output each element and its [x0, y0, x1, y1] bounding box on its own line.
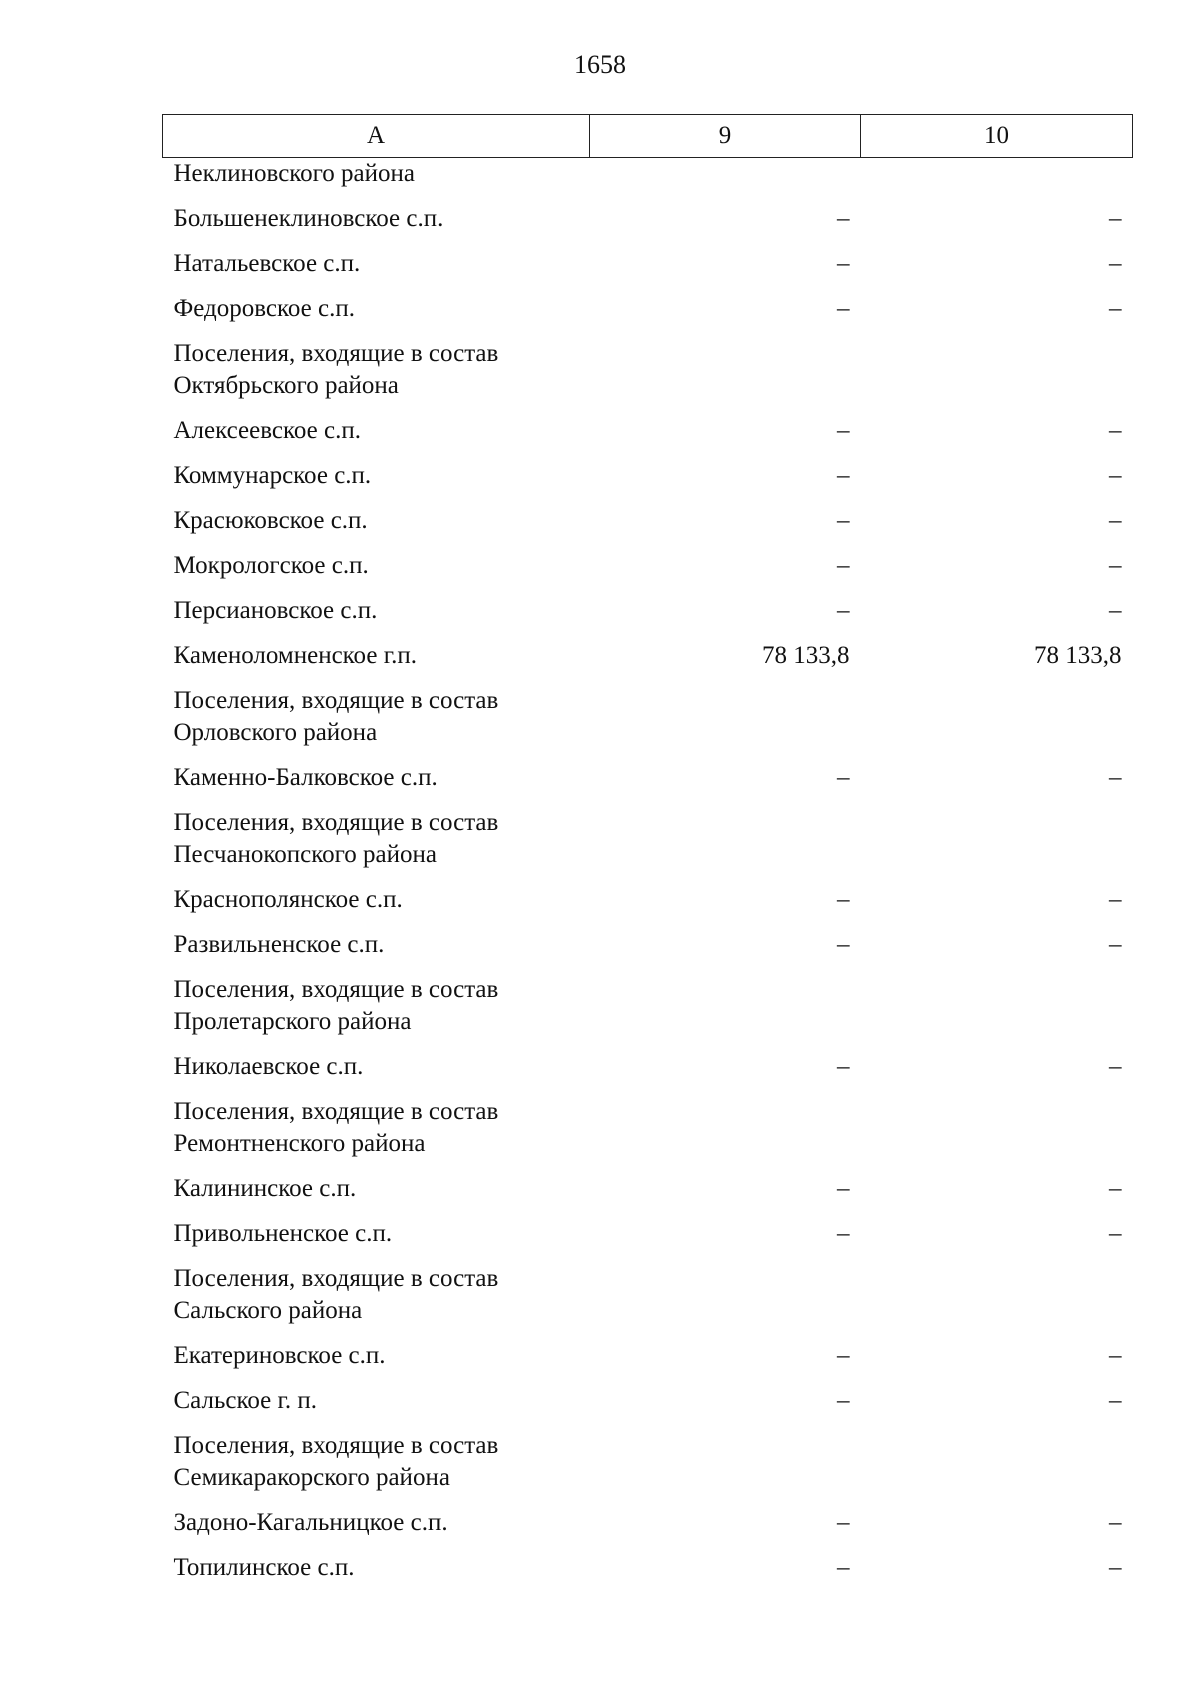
settlement-name-cell: Поселения, входящие в состав Пролетарского района [173, 976, 499, 1035]
value-col-10-cell: – [1109, 417, 1122, 444]
value-col-9-cell: – [837, 462, 850, 489]
column-header-9: 9 [590, 115, 861, 158]
table-row [163, 871, 1133, 916]
table-row [163, 1205, 1133, 1250]
value-col-10-cell [861, 794, 1133, 871]
value-col-9-cell [590, 158, 861, 191]
header-row [163, 115, 1133, 158]
value-col-10-cell [861, 158, 1133, 191]
settlement-name-cell: Федоровское с.п. [173, 295, 355, 322]
value-col-10-cell [861, 961, 1133, 1038]
value-col-9-cell [590, 325, 861, 402]
table-body [163, 158, 1133, 1585]
table-row [163, 794, 1133, 871]
value-col-10-cell [861, 325, 1133, 402]
table-row [163, 1083, 1133, 1160]
value-col-10-cell: – [1109, 1175, 1122, 1202]
value-col-9-cell: – [837, 886, 850, 913]
table-header [163, 115, 1133, 158]
settlement-name-cell: Калининское с.п. [173, 1175, 357, 1202]
table-row [163, 158, 1133, 191]
settlement-name-cell: Николаевское с.п. [173, 1053, 364, 1080]
value-col-10-cell: – [1109, 597, 1122, 624]
settlement-name-cell: Мокрологское с.п. [173, 552, 369, 579]
settlement-name-cell: Поселения, входящие в состав Орловского района [173, 687, 499, 746]
value-col-10-cell: 78 133,8 [1034, 642, 1122, 669]
settlement-name-cell: Поселения, входящие в состав Октябрьского района [173, 340, 499, 399]
value-col-10-cell: – [1109, 507, 1122, 534]
table-row [163, 190, 1133, 235]
value-col-9-cell: – [837, 597, 850, 624]
settlement-name-cell: Екатериновское с.п. [173, 1342, 386, 1369]
table-row [163, 1250, 1133, 1327]
value-col-10-cell: – [1109, 1554, 1122, 1581]
value-col-9-cell: – [837, 1053, 850, 1080]
value-col-9-cell: – [837, 205, 850, 232]
value-col-10-cell: – [1109, 931, 1122, 958]
value-col-9-cell [590, 1083, 861, 1160]
value-col-10-cell [861, 672, 1133, 749]
settlement-name-cell: Неклиновского района [173, 160, 415, 187]
value-col-9-cell: – [837, 1175, 850, 1202]
settlement-name-cell: Поселения, входящие в состав Ремонтненского района [173, 1098, 499, 1157]
value-col-9-cell [590, 672, 861, 749]
settlement-name-cell: Коммунарское с.п. [173, 462, 372, 489]
table-row [163, 280, 1133, 325]
settlement-name-cell: Поселения, входящие в состав Песчанокопского района [173, 809, 499, 868]
settlement-name-cell: Развильненское с.п. [173, 931, 385, 958]
value-col-9-cell: – [837, 417, 850, 444]
value-col-10-cell: – [1109, 205, 1122, 232]
table-row [163, 1539, 1133, 1584]
value-col-10-cell [861, 1083, 1133, 1160]
settlement-name-cell: Большенеклиновское с.п. [173, 205, 444, 232]
table-row [163, 1494, 1133, 1539]
value-col-9-cell: – [837, 250, 850, 277]
value-col-10-cell: – [1109, 552, 1122, 579]
value-col-10-cell: – [1109, 462, 1122, 489]
settlement-name-cell: Задоно-Кагальницкое с.п. [173, 1509, 448, 1536]
value-col-10-cell: – [1109, 1053, 1122, 1080]
value-col-9-cell: – [837, 507, 850, 534]
table-row [163, 1038, 1133, 1083]
settlement-name-cell: Каменно-Балковское с.п. [173, 764, 438, 791]
table-row [163, 1160, 1133, 1205]
table-row [163, 492, 1133, 537]
value-col-9-cell: – [837, 931, 850, 958]
table-row [163, 1372, 1133, 1417]
table-row [163, 627, 1133, 672]
table-row [163, 1417, 1133, 1494]
value-col-9-cell [590, 961, 861, 1038]
table-row [163, 582, 1133, 627]
value-col-9-cell: 78 133,8 [762, 642, 850, 669]
table-row [163, 447, 1133, 492]
value-col-9-cell [590, 794, 861, 871]
value-col-9-cell: – [837, 1509, 850, 1536]
settlement-name-cell: Красюковское с.п. [173, 507, 368, 534]
value-col-10-cell: – [1109, 764, 1122, 791]
value-col-9-cell: – [837, 1554, 850, 1581]
value-col-10-cell: – [1109, 1342, 1122, 1369]
settlement-name-cell: Краснополянское с.п. [173, 886, 403, 913]
settlement-name-cell: Топилинское с.п. [173, 1554, 355, 1581]
column-header-10: 10 [861, 115, 1133, 158]
value-col-10-cell: – [1109, 295, 1122, 322]
value-col-9-cell: – [837, 552, 850, 579]
value-col-10-cell: – [1109, 886, 1122, 913]
settlement-name-cell: Алексеевское с.п. [173, 417, 361, 444]
table-row [163, 916, 1133, 961]
value-col-10-cell: – [1109, 1509, 1122, 1536]
settlement-name-cell: Каменоломненское г.п. [173, 642, 418, 669]
settlement-name-cell: Персиановское с.п. [173, 597, 378, 624]
table-row [163, 1327, 1133, 1372]
settlement-name-cell: Сальское г. п. [173, 1387, 318, 1414]
value-col-9-cell: – [837, 1342, 850, 1369]
table-row [163, 537, 1133, 582]
settlement-name-cell: Привольненское с.п. [173, 1220, 393, 1247]
table-row [163, 235, 1133, 280]
value-col-9-cell: – [837, 1220, 850, 1247]
column-header-a: А [163, 115, 590, 158]
settlement-name-cell: Натальевское с.п. [173, 250, 361, 277]
value-col-9-cell [590, 1250, 861, 1327]
table-row [163, 325, 1133, 402]
settlement-name-cell: Поселения, входящие в состав Семикаракорского района [173, 1432, 499, 1491]
value-col-9-cell: – [837, 295, 850, 322]
value-col-9-cell: – [837, 1387, 850, 1414]
page-number: 1658 [574, 50, 626, 79]
value-col-9-cell [590, 1417, 861, 1494]
table-row [163, 402, 1133, 447]
settlement-name-cell: Поселения, входящие в состав Сальского района [173, 1265, 499, 1324]
value-col-10-cell: – [1109, 1387, 1122, 1414]
value-col-10-cell: – [1109, 250, 1122, 277]
value-col-9-cell: – [837, 764, 850, 791]
data-table [162, 114, 1133, 1584]
value-col-10-cell [861, 1417, 1133, 1494]
table-row [163, 961, 1133, 1038]
table-row [163, 672, 1133, 749]
table-row [163, 749, 1133, 794]
budget-table [162, 114, 1132, 1584]
value-col-10-cell: – [1109, 1220, 1122, 1247]
value-col-10-cell [861, 1250, 1133, 1327]
